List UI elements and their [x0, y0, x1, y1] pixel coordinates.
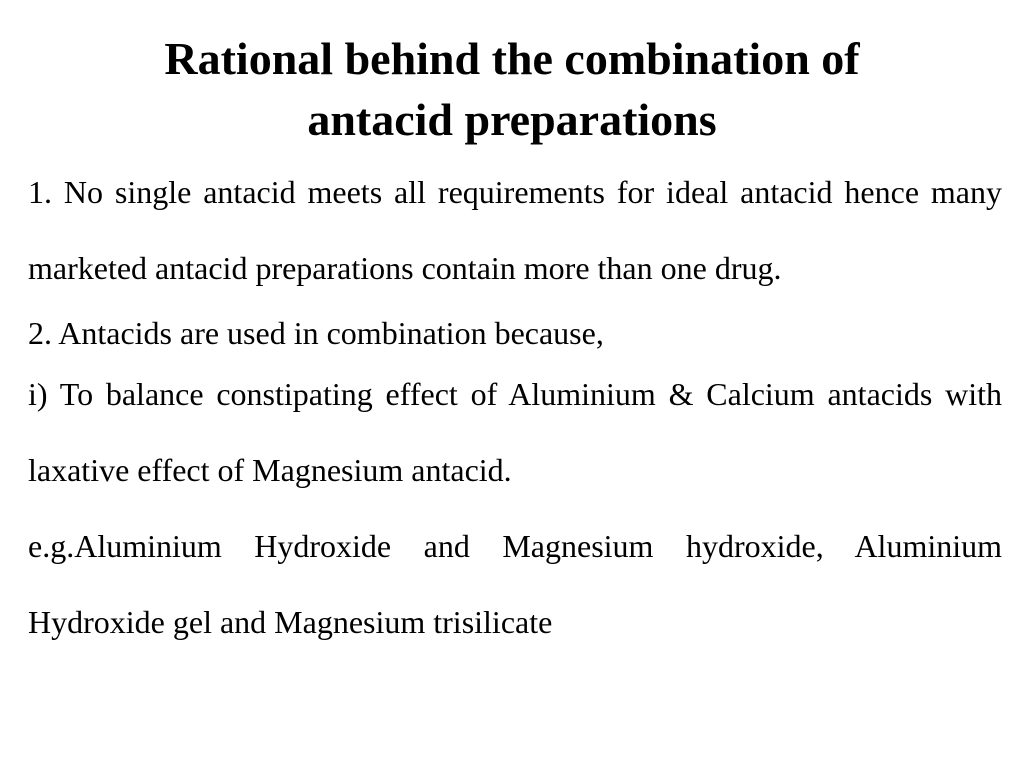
point-2-i-text: i) To balance constipating effect of Aluminium & Calcium antacids with laxative effect of Magnesium antacid.: [28, 376, 1002, 489]
slide-body: [28, 154, 1002, 660]
slide-title-line-2: antacid preparations: [307, 94, 717, 145]
point-2-text: 2. Antacids are used in combination because,: [28, 315, 604, 351]
slide-title: [0, 28, 1024, 150]
point-1-text: 1. No single antacid meets all requirements for ideal antacid hence many marketed antacid preparations contain more than one drug.: [28, 174, 1002, 286]
example-text: e.g.Aluminium Hydroxide and Magnesium hydroxide, Aluminium Hydroxide gel and Magnesium trisilicate: [28, 528, 1002, 641]
slide-title-line-1: Rational behind the combination of: [164, 33, 860, 84]
